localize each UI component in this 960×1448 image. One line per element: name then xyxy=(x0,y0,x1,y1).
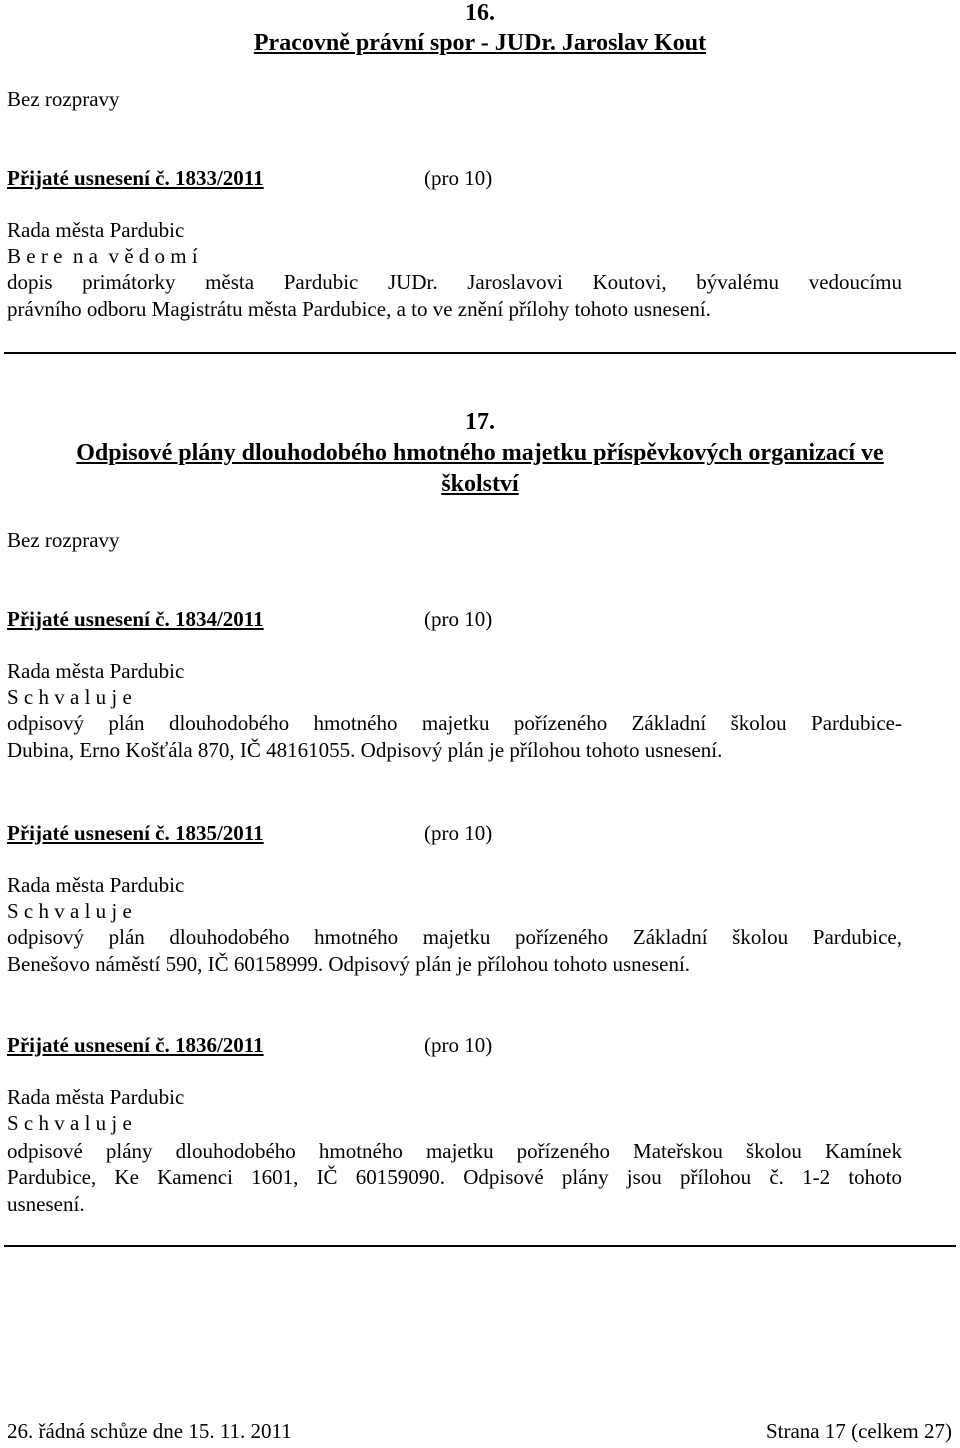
item16-number: 16. xyxy=(465,0,495,26)
resolution-1836-vote: (pro 10) xyxy=(424,1033,493,1057)
resolution-1833-label: Přijaté usnesení č. 1833/2011 xyxy=(7,166,264,190)
section-divider xyxy=(4,352,956,354)
item16-debate: Bez rozpravy xyxy=(7,87,120,111)
resolution-1835-line-2: Benešovo náměstí 590, IČ 60158999. Odpisový plán je přílohou tohoto usnesení. xyxy=(7,952,691,976)
resolution-1835-line-1: odpisový plán dlouhodobého hmotného majetku pořízeného Základní školou Pardubice, xyxy=(7,925,902,949)
footer-meeting: 26. řádná schůze dne 15. 11. 2011 xyxy=(7,1419,292,1443)
resolution-1836-line-2: Pardubice, Ke Kamenci 1601, IČ 60159090. Odpisové plány jsou přílohou č. 1-2 tohoto xyxy=(7,1165,902,1189)
resolution-1833-verb: B e r e n a v ě d o m í xyxy=(7,244,198,268)
resolution-1834-line-1: odpisový plán dlouhodobého hmotného majetku pořízeného Základní školou Pardubice- xyxy=(7,711,902,735)
section-divider xyxy=(4,1245,956,1247)
item17-title-line1: Odpisové plány dlouhodobého hmotného majetku příspěvkových organizací ve xyxy=(76,440,884,466)
resolution-1833-vote: (pro 10) xyxy=(424,166,493,190)
item17-number: 17. xyxy=(465,409,495,435)
item16-title: Pracovně právní spor - JUDr. Jaroslav Kout xyxy=(253,30,707,56)
resolution-1836-body: Rada města Pardubic xyxy=(7,1085,185,1109)
resolution-1833-body: Rada města Pardubic xyxy=(7,218,185,242)
resolution-1833-line-2: právního odboru Magistrátu města Pardubice, a to ve znění přílohy tohoto usnesení. xyxy=(7,297,711,321)
resolution-1834-label: Přijaté usnesení č. 1834/2011 xyxy=(7,607,264,631)
item17-debate: Bez rozpravy xyxy=(7,528,120,552)
resolution-1836-line-3: usnesení. xyxy=(7,1192,85,1216)
resolution-1835-vote: (pro 10) xyxy=(424,821,493,845)
resolution-1836-line-1: odpisové plány dlouhodobého hmotného majetku pořízeného Mateřskou školou Kamínek xyxy=(7,1139,902,1163)
resolution-1834-body: Rada města Pardubic xyxy=(7,659,185,683)
resolution-1834-verb: S c h v a l u j e xyxy=(7,685,132,709)
resolution-1833-line-1: dopis primátorky města Pardubic JUDr. Jaroslavovi Koutovi, bývalému vedoucímu xyxy=(7,270,902,294)
resolution-1835-verb: S c h v a l u j e xyxy=(7,899,132,923)
resolution-1835-label: Přijaté usnesení č. 1835/2011 xyxy=(7,821,264,845)
resolution-1835-body: Rada města Pardubic xyxy=(7,873,185,897)
resolution-1836-verb: S c h v a l u j e xyxy=(7,1111,132,1135)
footer-page-number: Strana 17 (celkem 27) xyxy=(765,1419,952,1443)
resolution-1834-line-2: Dubina, Erno Košťála 870, IČ 48161055. Odpisový plán je přílohou tohoto usnesení. xyxy=(7,738,723,762)
item17-title-line2: školství xyxy=(441,471,519,497)
resolution-1834-vote: (pro 10) xyxy=(424,607,493,631)
resolution-1836-label: Přijaté usnesení č. 1836/2011 xyxy=(7,1033,264,1057)
